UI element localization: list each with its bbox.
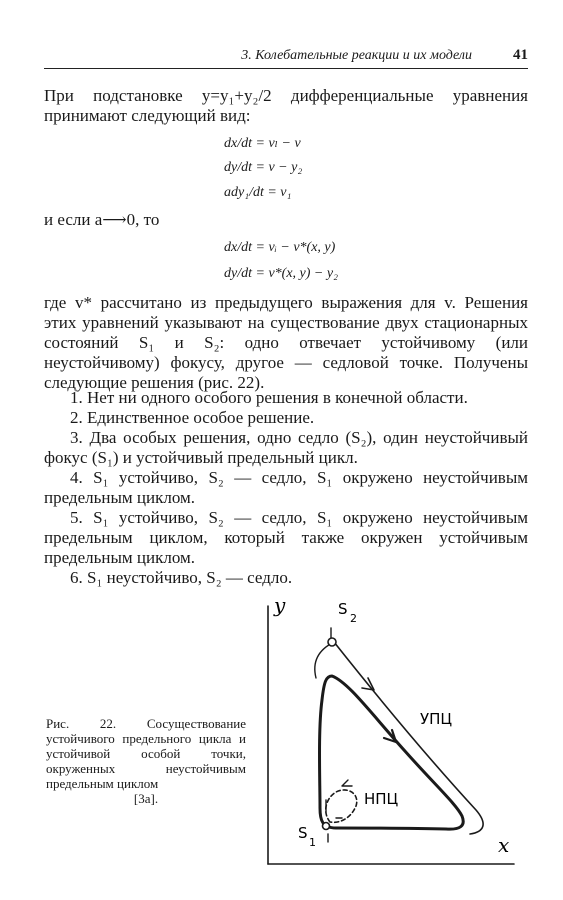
solution-2: 2. Единственное особое решение.	[70, 408, 315, 427]
solution-6: 6. S₁ неустойчиво, S₂ — седло.	[70, 568, 293, 587]
s2-label: S	[338, 600, 348, 618]
arrow-unstable-cycle	[342, 780, 352, 786]
separatrix-left-curve	[315, 642, 334, 678]
s1-subscript: 1	[309, 836, 316, 849]
solution-4: 4. S₁ устойчиво, S₂ — седло, S₁ окружено неустойчивым предельным циклом.	[44, 468, 528, 507]
s1-label: S	[298, 824, 308, 842]
s1-point	[323, 823, 330, 830]
solution-3: 3. Два особых решения, одно седло (S₂), один неустойчивый фокус (S₁) и устойчивый предельный цикл.	[44, 428, 528, 467]
s2-subscript: 2	[350, 612, 357, 625]
body-paragraph: где v* рассчитано из предыдущего выражения для v. Решения этих уравнений указывают на существование двух стационарных состояний S₁ и S₂: одно отвечает устойчивому (или неустойчивому) фокусу, другое — седловой точке. Получены следующие решения (рис. 22).	[44, 293, 528, 392]
npc-label: НПЦ	[364, 790, 399, 808]
solution-1: 1. Нет ни одного особого решения в конечной области.	[70, 388, 468, 407]
equation-2: dy/dt = v − y₂	[224, 160, 303, 175]
equation-1: dx/dt = vₗ − v	[224, 136, 301, 151]
s2-point	[328, 638, 336, 646]
y-axis-label: y	[274, 593, 286, 617]
caption-ref: [3а].	[133, 791, 159, 806]
x-axis-label: x	[498, 833, 510, 857]
equation-3: ady₁/dt = v₁	[224, 185, 292, 200]
page-number: 41	[513, 47, 528, 63]
limit-line: и если a⟶0, то	[44, 210, 160, 229]
equation-5: dy/dt = v*(x, y) − y₂	[224, 266, 338, 281]
solution-5: 5. S₁ устойчиво, S₂ — седло, S₁ окружено неустойчивым предельным циклом, который также окружен устойчивым предельным циклом.	[44, 508, 528, 567]
upc-label: УПЦ	[420, 710, 453, 728]
intro-paragraph: При подстановке y=y₁+y₂/2 дифференциальные уравнения принимают следующий вид:	[44, 86, 528, 125]
caption-main: Рис. 22. Сосуществование устойчивого предельного цикла и устойчивой особой точки, окруженных неустойчивым предельным циклом	[46, 716, 246, 791]
running-title: 3. Колебательные реакции и их модели	[241, 48, 472, 63]
equation-4: dx/dt = vᵢ − v*(x, y)	[224, 240, 336, 255]
